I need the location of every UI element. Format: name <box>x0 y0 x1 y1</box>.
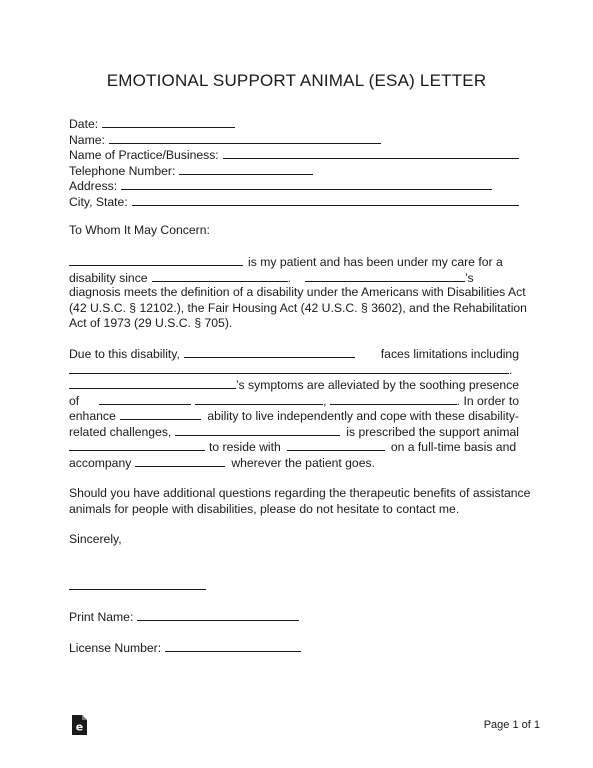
name-label: Name: <box>69 132 105 147</box>
patient-name-blank-4[interactable] <box>69 377 236 389</box>
p1-line-2 <box>69 270 519 286</box>
p2-text-8b: wherever the patient goes. <box>231 455 375 470</box>
print-name-blank[interactable] <box>137 609 299 621</box>
animal-name-blank[interactable] <box>330 393 456 405</box>
salutation: To Whom It May Concern: <box>69 223 210 237</box>
license-number-row <box>69 640 519 656</box>
p2-line-1 <box>69 346 519 362</box>
paragraph-1 <box>69 254 527 332</box>
p2-line-2 <box>69 362 519 378</box>
p1-text-4: (42 U.S.C. § 12102.), the Fair Housing Act (42 U.S.C. § 3602), and the Rehabilitation <box>69 300 527 315</box>
p1-line-1 <box>69 254 519 270</box>
p2-text-1b: faces limitations including <box>380 347 519 361</box>
address-blank[interactable] <box>121 178 492 190</box>
signature-line[interactable] <box>69 589 206 590</box>
animal-name-blank-2[interactable] <box>69 439 205 451</box>
eforms-logo-icon <box>71 715 87 735</box>
p2-text-8a: accompany <box>69 455 132 470</box>
page-number: Page 1 of 1 <box>483 719 540 731</box>
paragraph-3 <box>69 486 531 517</box>
p2-text-4a: of <box>69 393 80 408</box>
p2-text-6a: related challenges, <box>69 424 172 439</box>
pronoun-blank-2[interactable] <box>135 455 225 467</box>
animal-breed-blank[interactable] <box>195 393 323 405</box>
patient-name-blank[interactable] <box>69 254 243 266</box>
p2-text-2: . <box>509 362 513 377</box>
patient-name-blank-3[interactable] <box>184 346 355 358</box>
p2-text-1a: Due to this disability, <box>69 347 180 361</box>
city-state-blank[interactable] <box>132 194 519 206</box>
p1-text-5: Act of 1973 (29 U.S.C. § 705). <box>69 316 233 330</box>
name-blank[interactable] <box>109 132 381 144</box>
p3-text-1: Should you have additional questions regarding the therapeutic benefits of assistance <box>69 486 531 500</box>
print-name-label: Print Name: <box>69 610 134 624</box>
pronoun-blank[interactable] <box>287 439 385 451</box>
date-row <box>69 116 519 132</box>
practice-blank[interactable] <box>223 147 519 159</box>
p1-text-2b: . <box>287 270 291 285</box>
date-blank[interactable] <box>102 116 235 128</box>
p2-line-5 <box>69 408 519 424</box>
header-fields <box>69 116 519 209</box>
print-name-row <box>69 609 519 625</box>
p2-line-3 <box>69 377 519 393</box>
paragraph-2 <box>69 346 519 470</box>
p2-text-4c: . In order to <box>456 393 519 408</box>
p2-text-7a: to reside with <box>209 440 281 454</box>
p1-text-2c: ’s <box>464 270 474 285</box>
svg-text:e: e <box>75 720 84 734</box>
address-row <box>69 178 519 194</box>
practice-row <box>69 147 519 163</box>
p2-line-4 <box>69 393 519 409</box>
practice-label: Name of Practice/Business: <box>69 148 219 162</box>
p1-text-3: diagnosis meets the definition of a disability under the Americans with Disabilities Act <box>69 285 526 299</box>
p2-line-8 <box>69 455 519 471</box>
p2-text-5b: ability to live independently and cope with these disability- <box>207 409 519 423</box>
p1-text-1: is my patient and has been under my care for a <box>248 255 503 269</box>
patient-name-blank-2[interactable] <box>305 270 465 282</box>
license-number-blank[interactable] <box>165 640 301 652</box>
telephone-blank[interactable] <box>179 163 313 175</box>
license-number-label: License Number: <box>69 641 162 655</box>
name-row <box>69 132 519 148</box>
city-state-row <box>69 194 519 210</box>
p2-text-7b: on a full-time basis and <box>390 440 517 454</box>
address-label: Address: <box>69 179 118 193</box>
patient-name-blank-5[interactable] <box>175 424 340 436</box>
p2-text-4b: , <box>323 393 327 408</box>
animal-type-blank[interactable] <box>99 393 191 405</box>
p1-text-2a: disability since <box>69 270 148 285</box>
date-label: Date: <box>69 117 99 131</box>
p2-line-7 <box>69 439 519 455</box>
p2-text-6b: is prescribed the support animal <box>346 424 519 439</box>
p2-text-3: ’s symptoms are alleviated by the soothing presence <box>236 378 519 392</box>
care-since-blank[interactable] <box>152 270 288 282</box>
closing: Sincerely, <box>69 532 122 546</box>
telephone-row <box>69 163 519 179</box>
limitations-blank[interactable] <box>69 362 509 374</box>
city-state-label: City, State: <box>69 194 128 209</box>
patient-possessive-blank[interactable] <box>120 408 202 420</box>
p2-line-6 <box>69 424 519 440</box>
p3-text-2: animals for people with disabilities, please do not hesitate to contact me. <box>69 501 460 516</box>
document-title: EMOTIONAL SUPPORT ANIMAL (ESA) LETTER <box>106 71 487 90</box>
p2-text-5a: enhance <box>69 409 116 423</box>
telephone-label: Telephone Number: <box>69 163 176 178</box>
